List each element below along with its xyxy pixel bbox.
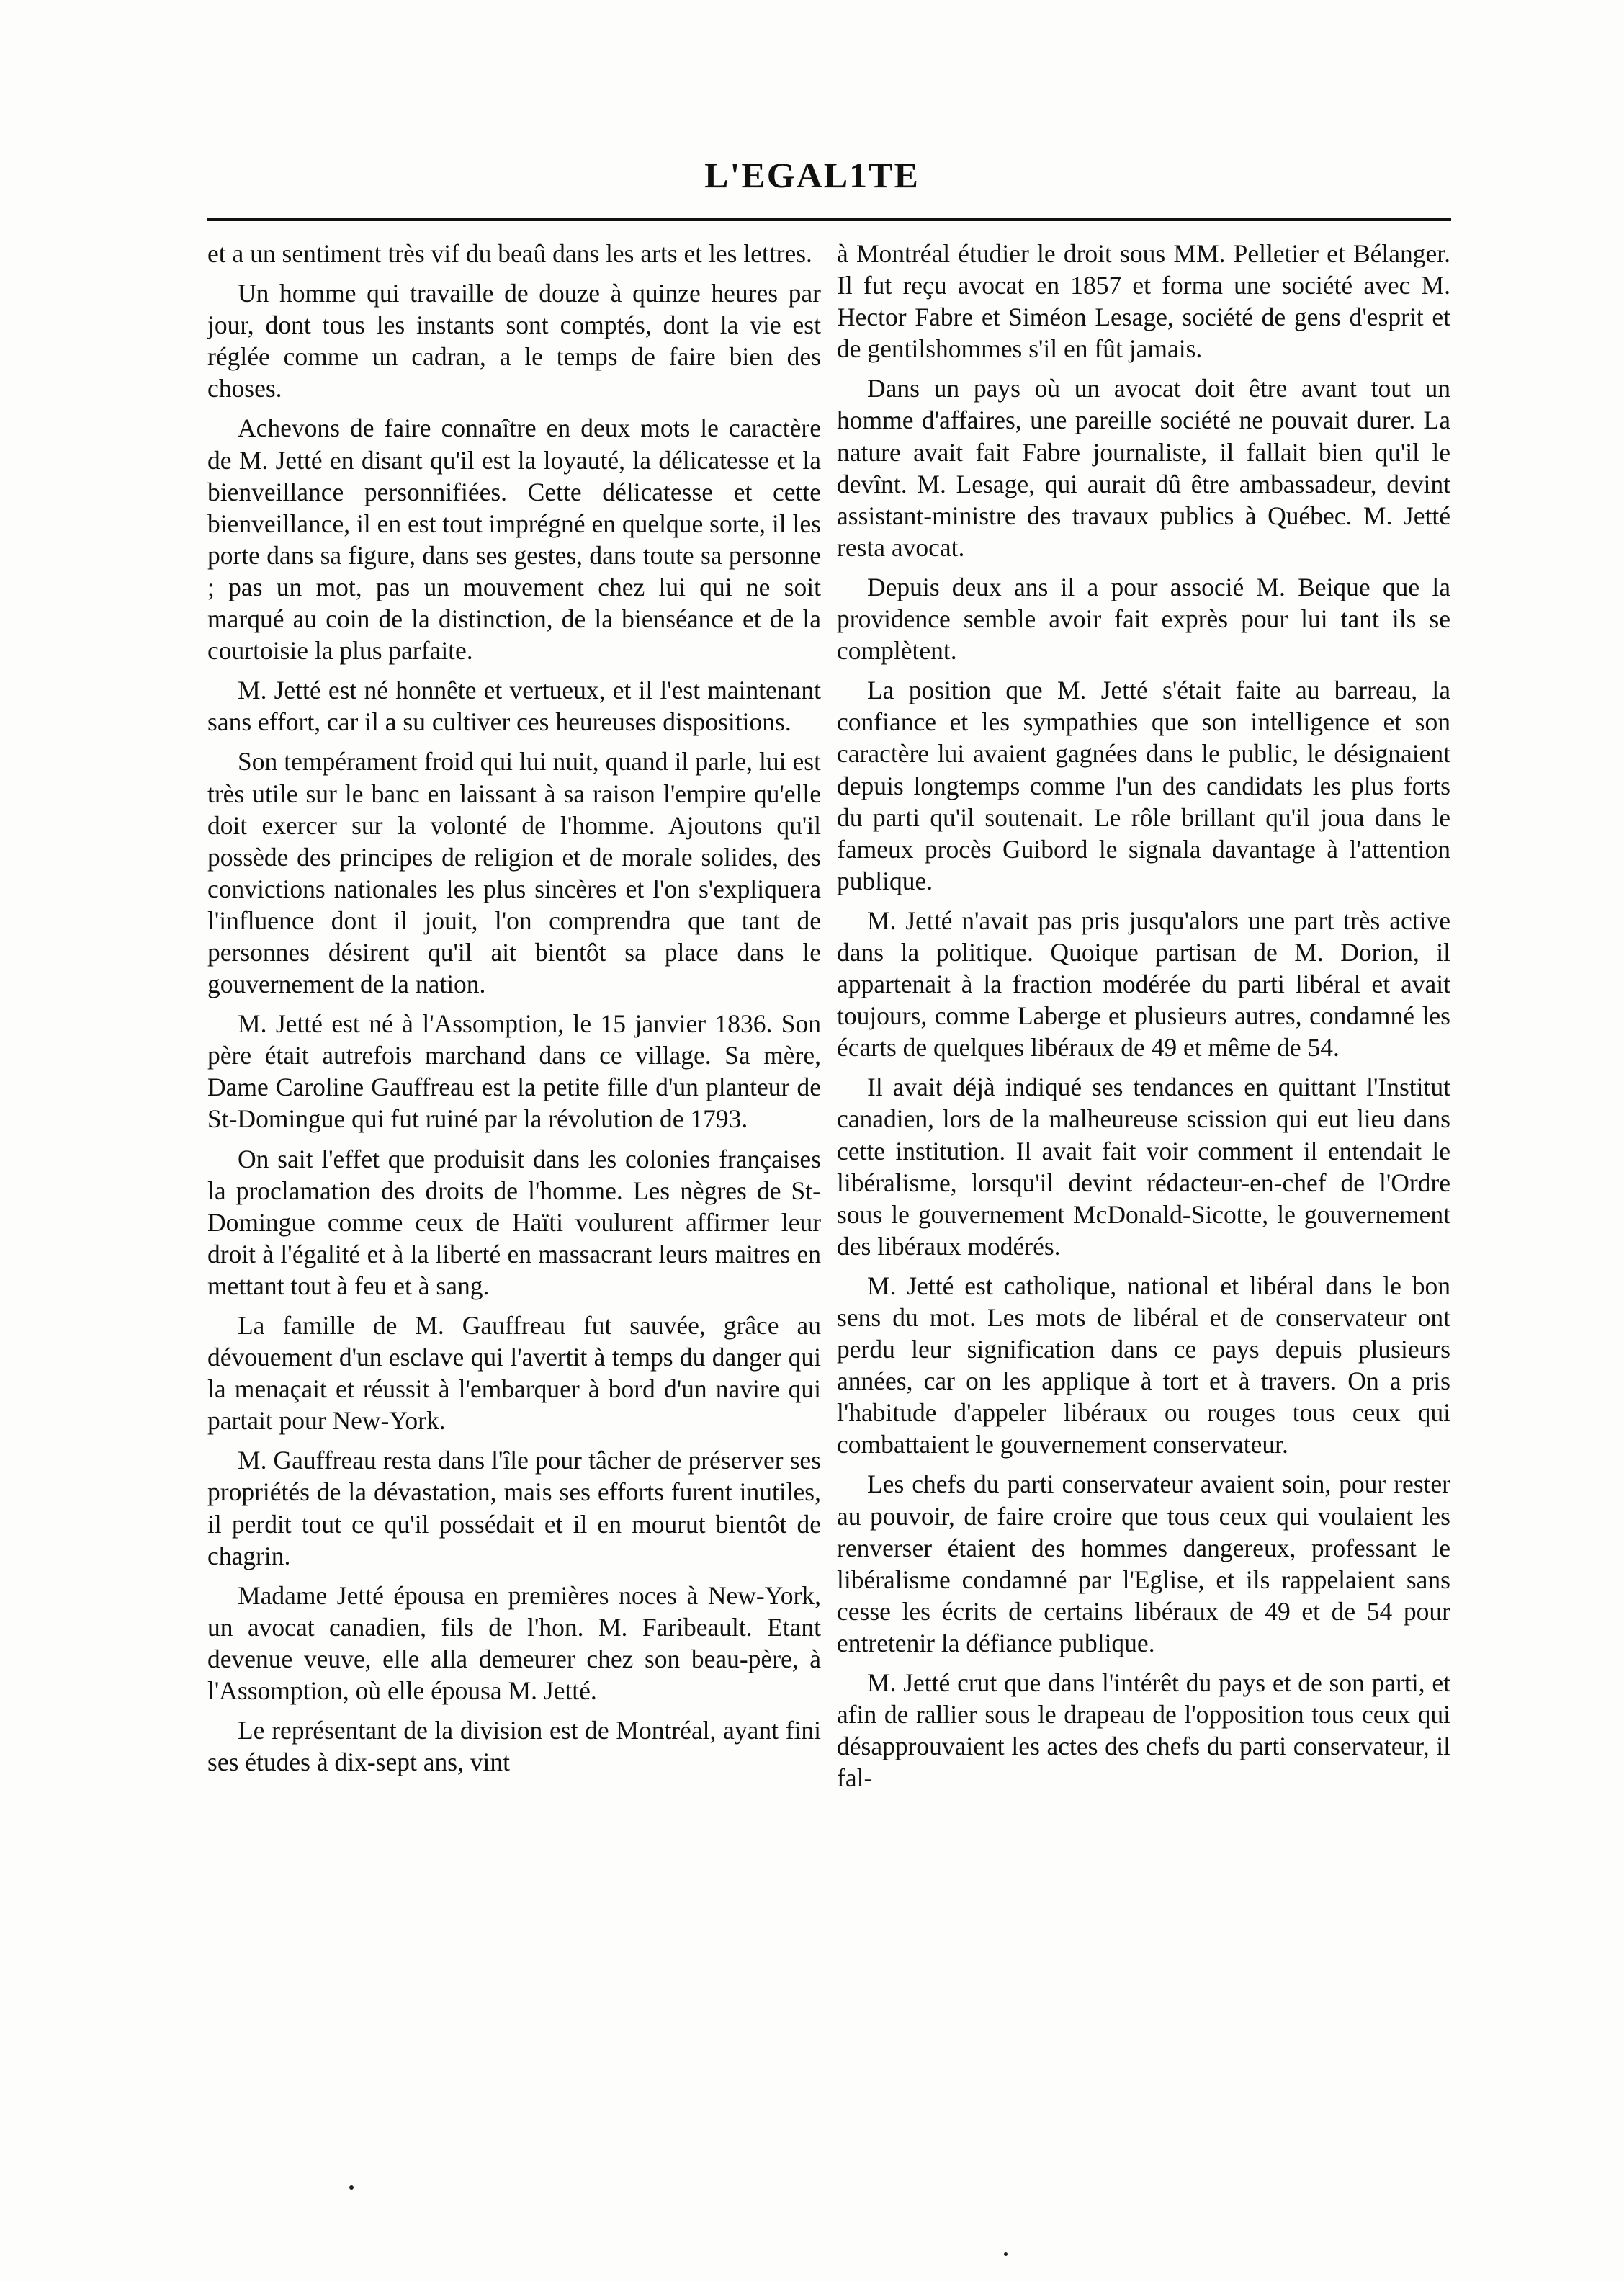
paragraph: La position que M. Jetté s'était faite au barreau, la confiance et les sympathies que son intelligence et son caractère lui avaient gagnées dans le public, le désignaient depuis longtemps comme l'un des candidats les plus forts du parti qu'il soutenait. Le rôle brillant qu'il joua dans le fameux procès Guibord le signala davantage à l'attention publique. [837, 676, 1450, 895]
paragraph: La famille de M. Gauffreau fut sauvée, grâce au dévouement d'un esclave qui l'avertit à temps du danger qui la menaçait et réussit à l'embarquer à bord d'un navire qui partait pour New-York. [207, 1311, 821, 1436]
paragraph: M. Jetté est né honnête et vertueux, et il l'est maintenant sans effort, car il a su cultiver ces heureuses dispositions. [207, 676, 821, 737]
print-speck [349, 2185, 354, 2190]
paragraph: Un homme qui travaille de douze à quinze heures par jour, dont tous les instants sont comptés, dont la vie est réglée comme un cadran, a le temps de faire bien des choses. [207, 279, 821, 403]
paragraph: Achevons de faire connaître en deux mots le caractère de M. Jetté en disant qu'il est la loyauté, la délicatesse et la bienveillance personnifiées. Cette délicatesse et cette bienveillance, il en est tout imprégné en quelque sorte, il les porte dans sa figure, dans ses gestes, dans toute sa personne ; pas un mot, pas un mouvement chez lui qui ne soit marqué au coin de la distinction, de la bienséance et de la courtoisie la plus parfaite. [207, 413, 821, 666]
paragraph: M. Jetté est catholique, national et libéral dans le bon sens du mot. Les mots de libéral et de conservateur ont perdu leur signification dans ce pays depuis plusieurs années, car on les applique à tort et à travers. On a pris l'habitude d'appeler libéraux ou rouges tous ceux qui combattaient le gouvernement conservateur. [837, 1271, 1450, 1459]
left-column [207, 238, 821, 1786]
paragraph: M. Jetté n'avait pas pris jusqu'alors une part très active dans la politique. Quoique partisan de M. Dorion, il appartenait à la fraction modérée du parti libéral et avait toujours, comme Laberge et plusieurs autres, condamné les écarts de quelques libéraux de 49 et même de 54. [837, 905, 1450, 1062]
paragraph: Son tempérament froid qui lui nuit, quand il parle, lui est très utile sur le banc en laissant à sa raison l'empire qu'elle doit exercer sur la volonté de l'homme. Ajoutons qu'il possède des principes de religion et de morale solides, des convictions nationales les plus sincères et l'on s'expliquera l'influence dont il jouit, l'on comprendra que tant de personnes désirent qu'il ait bientôt sa place dans le gouvernement de la nation. [207, 747, 821, 999]
paragraph: et a un sentiment très vif du beaû dans les arts et les lettres. [207, 239, 812, 268]
paragraph: Il avait déjà indiqué ses tendances en quittant l'Institut canadien, lors de la malheureuse scission qui eut lieu dans cette institution. Il avait fait voir comment il entendait le libéralisme, lorsqu'il devint rédacteur-en-chef de l'Ordre sous le gouvernement McDonald-Sicotte, le gouvernement des libéraux modérés. [837, 1073, 1450, 1261]
paragraph: M. Jetté crut que dans l'intérêt du pays et de son parti, et afin de rallier sous le drapeau de l'opposition tous ceux qui désapprouvaient les actes des chefs du parti conservateur, il fal- [837, 1668, 1450, 1793]
paragraph: Le représentant de la division est de Montréal, ayant fini ses études à dix-sept ans, vint [207, 1716, 821, 1777]
paragraph: Depuis deux ans il a pour associé M. Beique que la providence semble avoir fait exprès pour lui tant ils se complètent. [837, 572, 1450, 666]
paragraph: Dans un pays où un avocat doit être avant tout un homme d'affaires, une pareille société ne pouvait durer. La nature avait fait Fabre journaliste, il fallait bien qu'il le devînt. M. Lesage, qui aurait dû être ambassadeur, devint assistant-ministre des travaux publics à Québec. M. Jetté resta avocat. [837, 374, 1450, 562]
paragraph: M. Gauffreau resta dans l'île pour tâcher de préserver ses propriétés de la dévastation, mais ses efforts furent inutiles, il perdit tout ce qu'il possédait et il en mourut bientôt de chagrin. [207, 1446, 821, 1570]
right-column [837, 238, 1450, 1802]
paragraph: M. Jetté est né à l'Assomption, le 15 janvier 1836. Son père était autrefois marchand dans ce village. Sa mère, Dame Caroline Gauffreau est la petite fille d'un planteur de St-Domingue qui fut ruiné par la révolution de 1793. [207, 1009, 821, 1134]
print-speck [1004, 2252, 1008, 2256]
page-title: L'EGAL1TE [704, 155, 920, 195]
paragraph: à Montréal étudier le droit sous MM. Pelletier et Bélanger. Il fut reçu avocat en 1857 et forma une société avec M. Hector Fabre et Siméon Lesage, société de gens d'esprit et de gentilshommes s'il en fût jamais. [837, 239, 1450, 364]
paragraph: Madame Jetté épousa en premières noces à New-York, un avocat canadien, fils de l'hon. M. Faribeault. Etant devenue veuve, elle alla demeurer chez son beau-père, à l'Assomption, où elle épousa M. Jetté. [207, 1580, 821, 1706]
paragraph: On sait l'effet que produisit dans les colonies françaises la proclamation des droits de l'homme. Les nègres de St-Domingue comme ceux de Haïti voulurent affirmer leur droit à l'égalité et à la liberté en massacrant leurs maitres en mettant tout à feu et à sang. [207, 1144, 821, 1300]
header-rule [207, 218, 1451, 221]
paragraph: Les chefs du parti conservateur avaient soin, pour rester au pouvoir, de faire croire que tous ceux qui voulaient les renverser étaient des hommes dangereux, professant le libéralisme condamné par l'Eglise, et ils rappelaient sans cesse les écrits de certains libéraux de 49 et de 54 pour entretenir la défiance publique. [837, 1469, 1450, 1657]
